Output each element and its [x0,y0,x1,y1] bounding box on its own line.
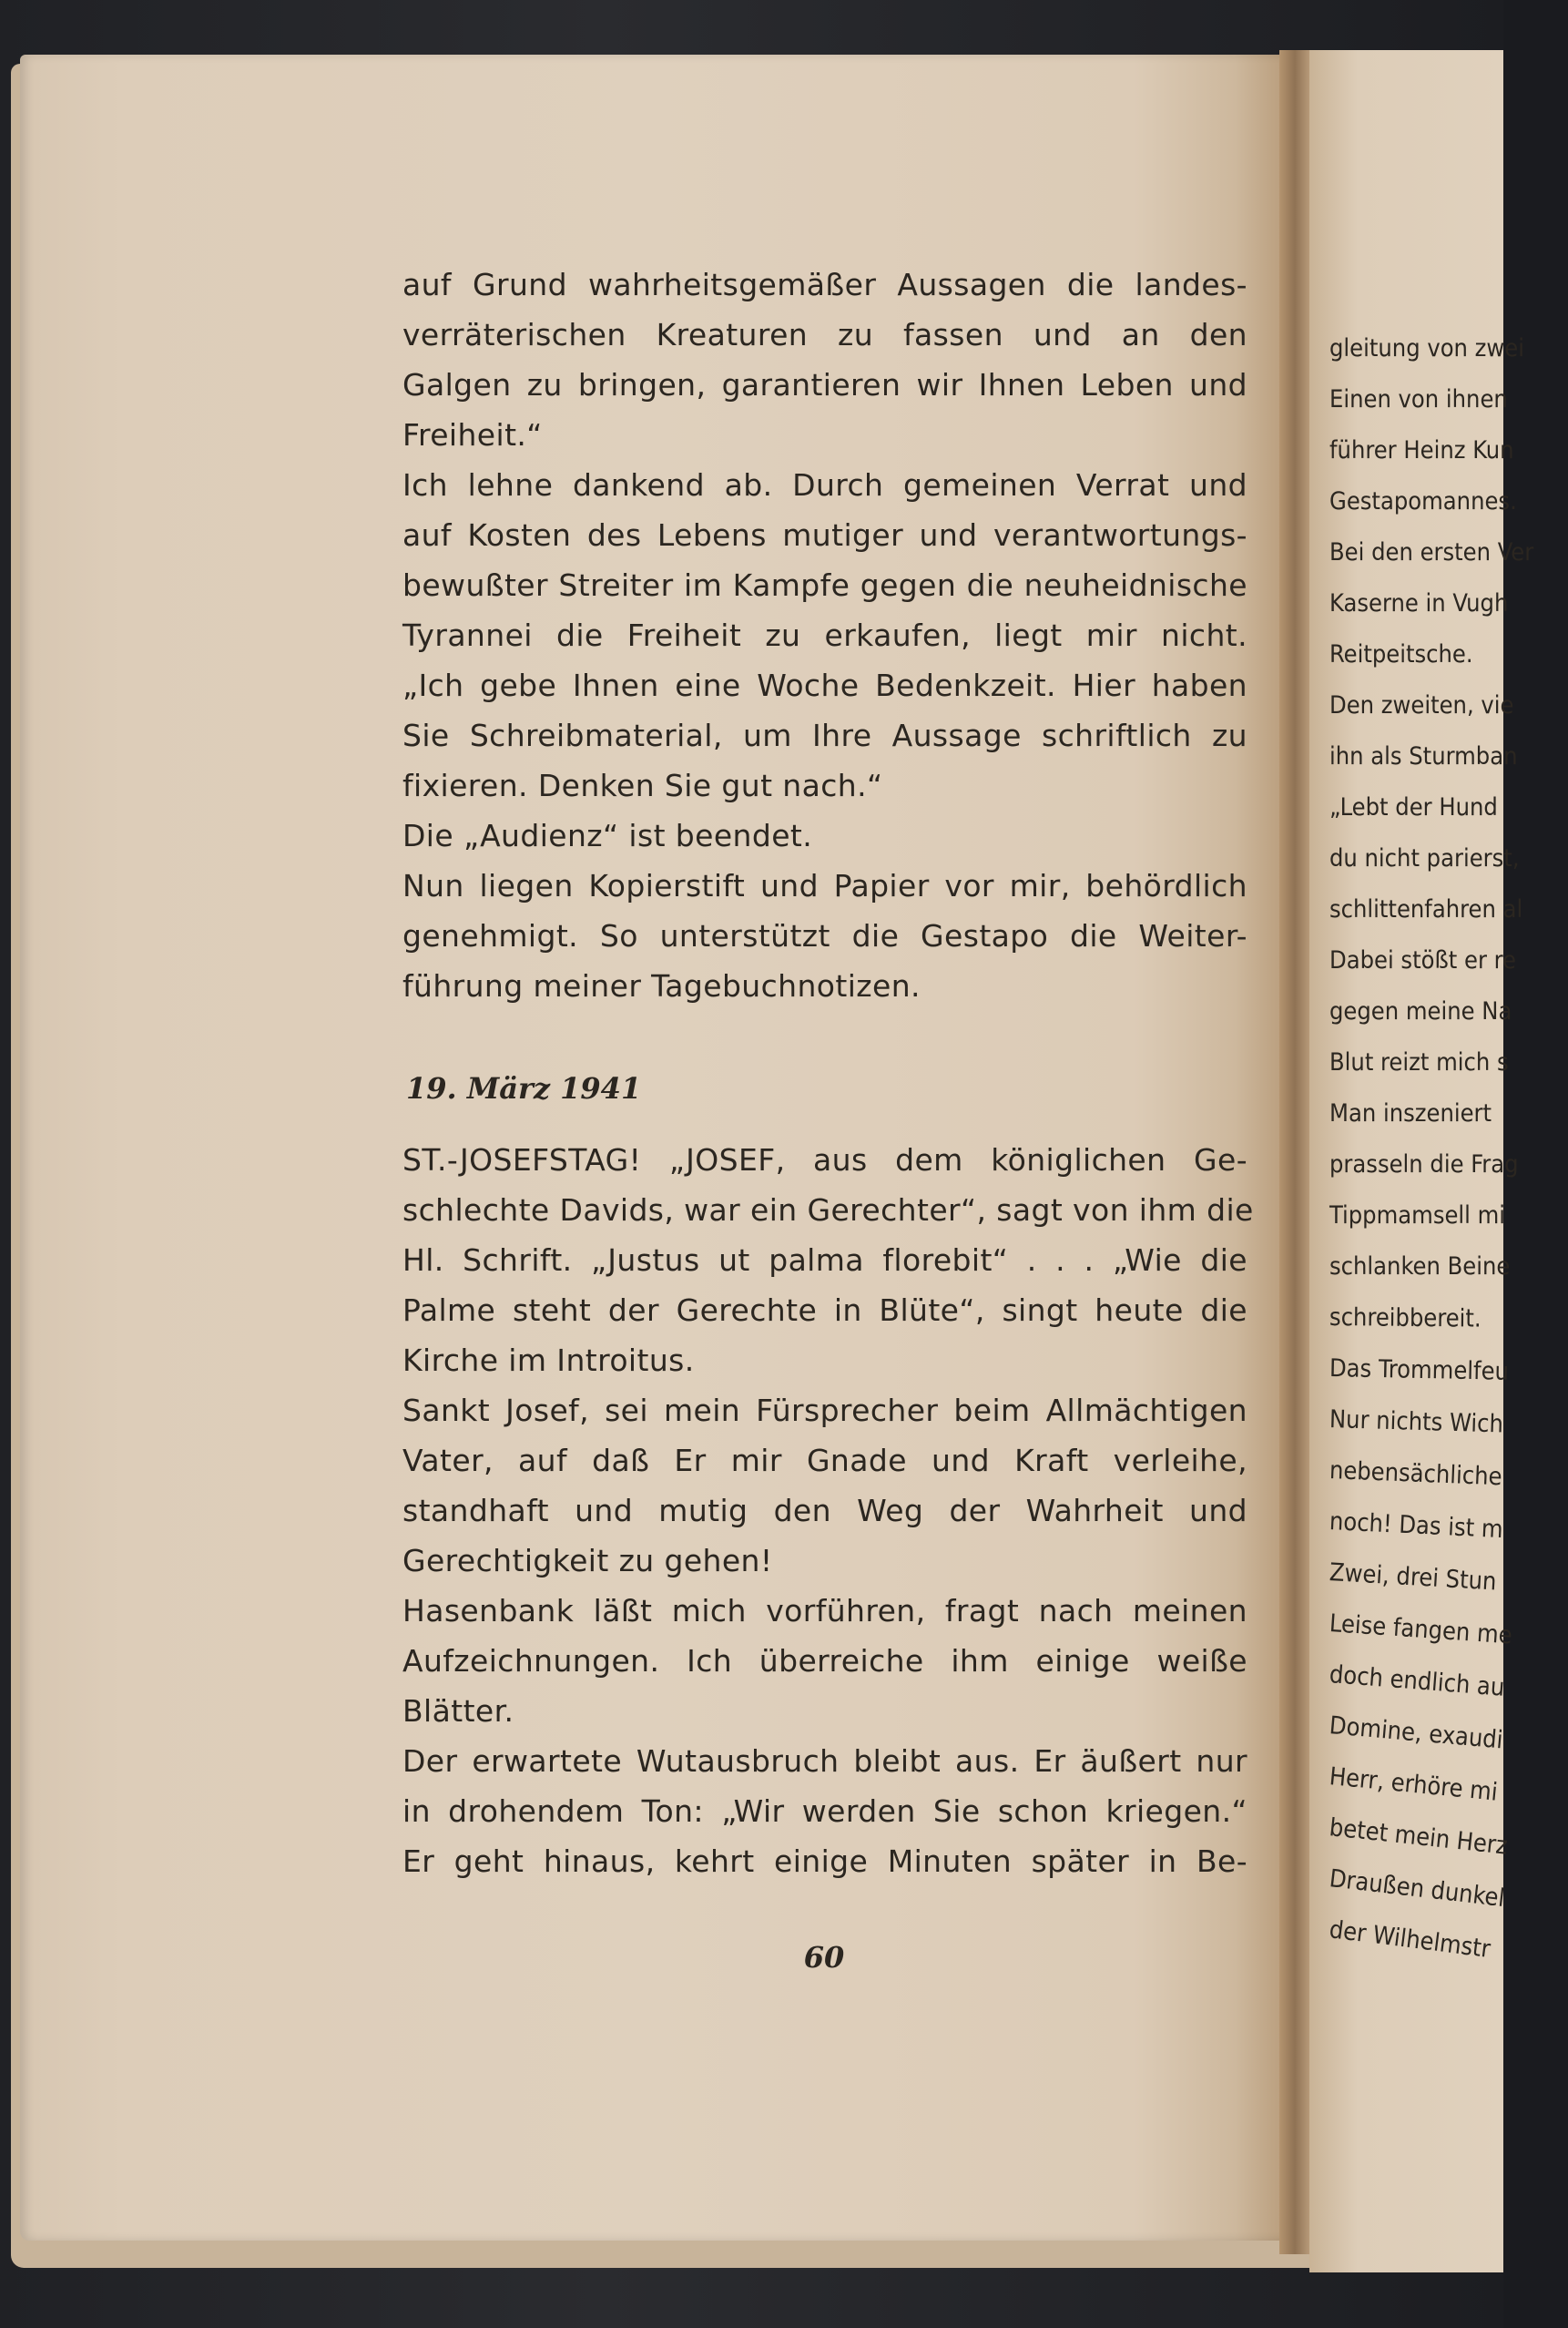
text-line: Galgen zu bringen, garantieren wir Ihnen Leben und [402,367,1247,403]
text-line: in drohendem Ton: „Wir werden Sie schon kriegen.“ [402,1793,1247,1829]
text-line: führung meiner Tagebuchnotizen. [402,968,921,1004]
text-line: Den zweiten, vie [1329,691,1514,720]
text-line: noch! Das ist m [1329,1507,1504,1545]
right-page [1309,50,1534,2272]
text-line: genehmigt. So unterstützt die Gestapo die Weiter- [402,918,1247,954]
text-line: Das Trommelfeu [1329,1354,1510,1386]
text-line: Draußen dunkel [1328,1864,1506,1914]
text-line: doch endlich au [1328,1660,1506,1702]
date-heading: 19. März 1941 [406,1071,642,1106]
text-line: auf Grund wahrheitsgemäßer Aussagen die landes- [402,267,1247,302]
text-line: Hasenbank läßt mich vorführen, fragt nach meinen [402,1593,1247,1629]
text-line: Bei den ersten Ver [1329,538,1534,567]
text-line: Reitpeitsche. [1329,640,1473,669]
text-line: Kirche im Introitus. [402,1343,695,1378]
text-line: Kaserne in Vugh [1329,589,1509,618]
text-line: Der erwartete Wutausbruch bleibt aus. Er äußert nur [402,1743,1247,1779]
text-line: Zwei, drei Stun [1329,1558,1498,1597]
text-line: Ich lehne dankend ab. Durch gemeinen Verrat und [402,467,1247,503]
text-line: Gerechtigkeit zu gehen! [402,1543,773,1578]
text-line: verräterischen Kreaturen zu fassen und an den [402,317,1247,352]
text-line: auf Kosten des Lebens mutiger und verantwortungs- [402,517,1247,553]
text-line: schreibbereit. [1329,1303,1481,1333]
text-line: Sie Schreibmaterial, um Ihre Aussage schriftlich zu [402,718,1247,753]
text-line: schlanken Beine [1329,1252,1511,1281]
text-line: du nicht parierst, [1329,844,1520,873]
text-line: „Ich gebe Ihnen eine Woche Bedenkzeit. Hier haben [402,668,1247,703]
text-line: Nur nichts Wich [1329,1405,1504,1439]
text-line: Herr, erhöre mi [1328,1762,1499,1807]
text-line: gleitung von zwei [1329,334,1524,362]
text-line: ST.-JOSEFSTAG! „JOSEF, aus dem königlichen Ge- [402,1142,1247,1178]
text-line: Aufzeichnungen. Ich überreiche ihm einige weiße [402,1643,1247,1679]
body-text-section-one [402,260,1247,1011]
text-line: Die „Audienz“ ist beendet. [402,818,813,853]
text-line: nebensächliche [1329,1456,1503,1492]
text-line: schlittenfahren al [1329,895,1523,924]
text-line: Blätter. [402,1693,514,1729]
text-line: Gestapomannes. [1329,487,1517,516]
text-line: Einen von ihnen [1329,385,1508,414]
text-line: Sankt Josef, sei mein Fürsprecher beim Allmächtigen [402,1393,1247,1428]
body-text-section-two [402,1135,1254,1886]
text-line: Man inszeniert [1329,1099,1492,1128]
text-line: „Lebt der Hund [1329,793,1498,822]
text-line: fixieren. Denken Sie gut nach.“ [402,768,883,803]
text-line: Nun liegen Kopierstift und Papier vor mir, behördlich [402,868,1247,904]
text-line: standhaft und mutig den Weg der Wahrheit und [402,1493,1247,1528]
text-line: schlechte Davids, war ein Gerechter“, sagt von ihm die [402,1192,1254,1228]
text-line: betet mein Herz [1328,1813,1510,1861]
text-line: Blut reizt mich s [1329,1048,1509,1077]
text-line: Dabei stößt er re [1329,946,1516,975]
text-line: Domine, exaudi [1328,1711,1504,1755]
text-line: führer Heinz Kun [1329,436,1514,465]
right-page-text [1328,323,1566,1965]
text-line: Freiheit.“ [402,417,543,453]
text-line: Hl. Schrift. „Justus ut palma florebit“ . . . „Wie die [402,1242,1247,1278]
page-number: 60 [803,1940,845,1975]
text-line: Leise fangen me [1328,1609,1513,1650]
text-line: Vater, auf daß Er mir Gnade und Kraft verleihe, [402,1443,1247,1478]
text-line: prasseln die Frag [1329,1150,1519,1179]
text-line: Er geht hinaus, kehrt einige Minuten später in Be- [402,1843,1247,1879]
text-line: ihn als Sturmban [1329,742,1518,771]
text-line: Tippmamsell mi [1329,1201,1506,1230]
text-line: Tyrannei die Freiheit zu erkaufen, liegt mir nicht. [402,618,1247,653]
text-line: Palme steht der Gerechte in Blüte“, singt heute die [402,1292,1247,1328]
text-line: bewußter Streiter im Kampfe gegen die neuheidnische [402,567,1247,603]
text-line: der Wilhelmstr [1328,1915,1492,1965]
text-line: gegen meine Na [1329,997,1512,1026]
